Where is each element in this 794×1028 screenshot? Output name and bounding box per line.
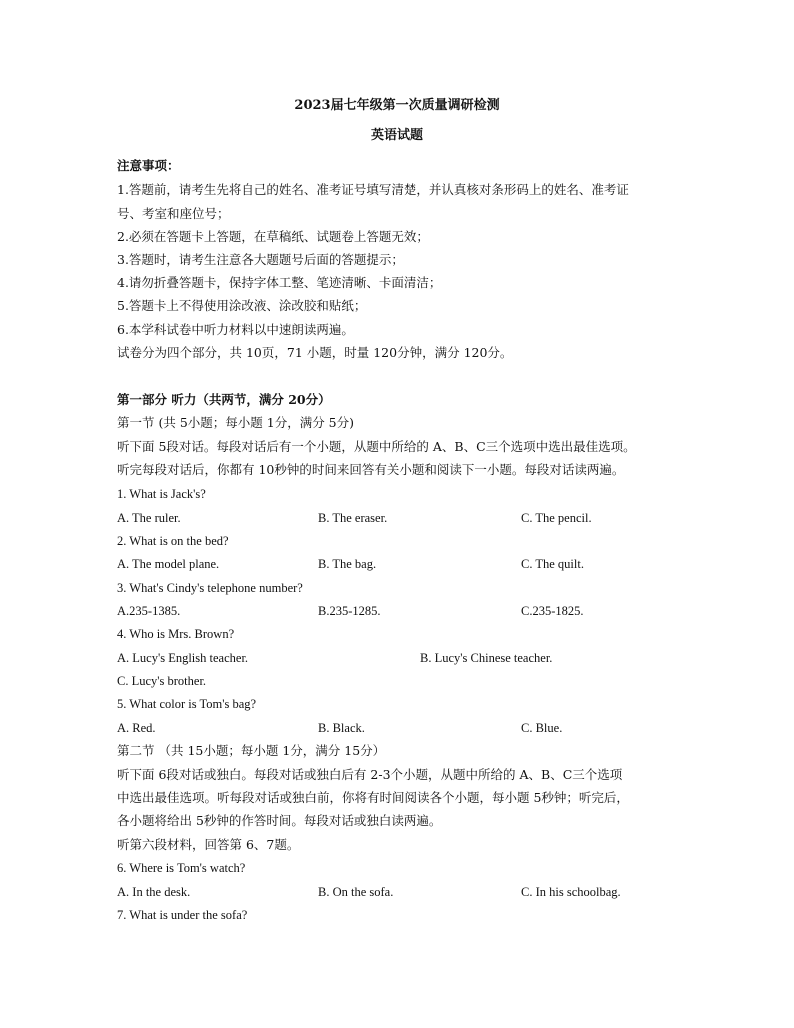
section1-heading: 第一节 (共 5小题；每小题 1分，满分 5分)	[117, 415, 355, 430]
option-a: A. The model plane.	[117, 557, 220, 571]
option-c: C.235-1825.	[521, 604, 584, 618]
option-c: C. Blue.	[521, 721, 563, 735]
option-a: A. In the desk.	[117, 885, 191, 899]
option-b: B.235-1285.	[318, 604, 381, 618]
question-7: 7. What is under the sofa?	[117, 908, 248, 922]
notice-item: 号、考室和座位号；	[117, 206, 230, 221]
option-b: B. On the sofa.	[318, 885, 394, 899]
option-b: B. Black.	[318, 721, 365, 735]
notice-heading: 注意事项：	[117, 158, 180, 173]
option-a: A. Lucy's English teacher.	[117, 651, 249, 665]
notice-item: 1.答题前，请考生先将自己的姓名、准考证号填写清楚，并认真核对条形码上的姓名、准考证	[117, 182, 629, 197]
notice-item: 6.本学科试卷中听力材料以中速朗读两遍。	[117, 322, 354, 337]
option-a: A. The ruler.	[117, 511, 181, 525]
option-c: C. The pencil.	[521, 511, 592, 525]
material-note: 听第六段材料，回答第 6、7题。	[117, 837, 300, 852]
option-b: B. Lucy's Chinese teacher.	[420, 651, 553, 665]
part1-heading: 第一部分 听力（共两节，满分 20分）	[117, 392, 331, 407]
section2-instructions: 中选出最佳选项。听每段对话或独白前，你将有时间阅读各个小题，每小题 5秒钟；听完后，	[117, 790, 629, 805]
section1-instructions: 听完每段对话后，你都有 10秒钟的时间来回答有关小题和阅读下一小题。每段对话读两遍。	[117, 462, 625, 477]
section1-instructions: 听下面 5段对话。每段对话后有一个小题，从题中所给的 A、B、C三个选项中选出最佳选项。	[117, 439, 636, 454]
question-4: 4. Who is Mrs. Brown?	[117, 627, 235, 641]
notice-item: 试卷分为四个部分，共 10页，71 小题，时量 120分钟，满分 120分。	[117, 345, 513, 360]
option-b: B. The eraser.	[318, 511, 388, 525]
option-c: C. The quilt.	[521, 557, 584, 571]
question-5: 5. What color is Tom's bag?	[117, 697, 257, 711]
exam-title: 2023届七年级第一次质量调研检测	[294, 98, 500, 113]
section2-heading: 第二节 （共 15小题；每小题 1分，满分 15分）	[117, 743, 386, 758]
notice-item: 5.答题卡上不得使用涂改液、涂改胶和贴纸；	[117, 298, 367, 313]
option-c: C. In his schoolbag.	[521, 885, 621, 899]
question-6: 6. Where is Tom's watch?	[117, 861, 246, 875]
option-a: A. Red.	[117, 721, 156, 735]
question-1: 1. What is Jack's?	[117, 487, 206, 501]
notice-item: 3.答题时，请考生注意各大题题号后面的答题提示；	[117, 252, 404, 267]
question-3: 3. What's Cindy's telephone number?	[117, 581, 303, 595]
question-2: 2. What is on the bed?	[117, 534, 229, 548]
exam-subtitle: 英语试题	[370, 128, 423, 143]
section2-instructions: 听下面 6段对话或独白。每段对话或独白后有 2-3个小题，从题中所给的 A、B、C三个选项	[117, 767, 623, 782]
option-b: B. The bag.	[318, 557, 377, 571]
notice-item: 2.必须在答题卡上答题，在草稿纸、试题卷上答题无效；	[117, 229, 429, 244]
option-a: A.235-1385.	[117, 604, 181, 618]
notice-item: 4.请勿折叠答题卡，保持字体工整、笔迹清晰、卡面清洁；	[117, 275, 442, 290]
section2-instructions: 各小题将给出 5秒钟的作答时间。每段对话或独白读两遍。	[117, 813, 442, 828]
option-c: C. Lucy's brother.	[117, 674, 207, 688]
